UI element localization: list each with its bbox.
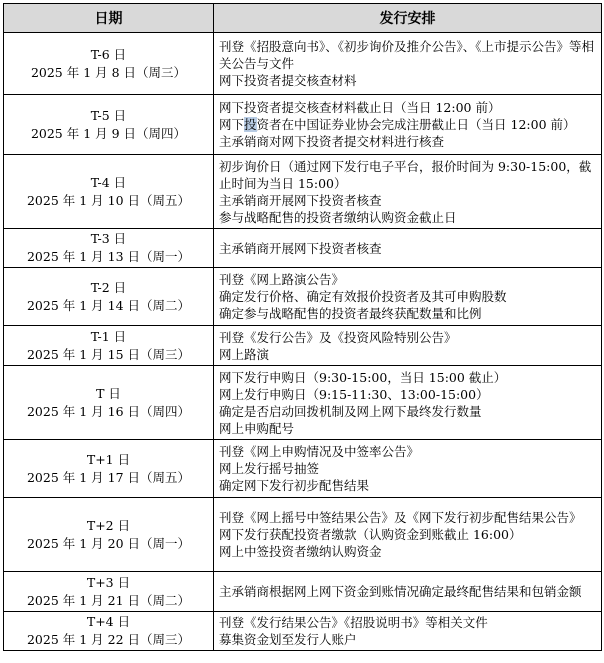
table-row <box>4 95 602 155</box>
trading-day-label: T 日 <box>96 385 121 401</box>
arrangement-item: 募集资金划至发行人账户 <box>219 632 357 647</box>
arrangement-item: 网下投资者提交核查材料截止日（当日 12:00 前） <box>219 100 501 115</box>
arrangement-item: 刊登《发行公告》及《投资风险特别公告》 <box>219 329 457 345</box>
date-cell <box>4 229 214 268</box>
date-cell <box>4 366 214 440</box>
trading-day-label: T+1 日 <box>86 451 131 467</box>
arrangement-cell <box>214 95 602 155</box>
arrangement-item: 网上发行摇号抽签 <box>219 461 320 476</box>
calendar-date: 2025 年 1 月 20 日（周一） <box>26 535 191 551</box>
table-row <box>4 326 602 366</box>
header-date: 日期 <box>4 4 214 33</box>
arrangement-item: 网上中签投资者缴纳认购资金 <box>219 544 382 559</box>
table-row <box>4 612 602 651</box>
arrangement-cell <box>214 326 602 366</box>
trading-day-label: T+4 日 <box>86 614 131 629</box>
date-cell <box>4 155 214 229</box>
arrangement-item: 主承销商对网下投资者提交材料进行核查 <box>219 134 445 149</box>
calendar-date: 2025 年 1 月 10 日（周五） <box>26 192 191 208</box>
date-cell <box>4 268 214 326</box>
arrangement-cell <box>214 440 602 498</box>
arrangement-cell <box>214 229 602 268</box>
date-cell <box>4 572 214 612</box>
calendar-date: 2025 年 1 月 9 日（周四） <box>30 125 187 141</box>
calendar-date: 2025 年 1 月 16 日（周四） <box>26 403 191 419</box>
calendar-date: 2025 年 1 月 17 日（周五） <box>26 469 191 485</box>
arrangement-cell <box>214 572 602 612</box>
calendar-date: 2025 年 1 月 14 日（周二） <box>26 297 191 313</box>
trading-day-label: T-1 日 <box>90 328 127 344</box>
table-row <box>4 155 602 229</box>
arrangement-item: 网上路演 <box>219 346 270 362</box>
arrangement-item: 刊登《网上摇号中签结果公告》及《网下发行初步配售结果公告》 <box>219 510 582 525</box>
table-row <box>4 268 602 326</box>
arrangement-item: 网下发行获配投资者缴款（认购资金到账截止 16:00） <box>219 527 522 542</box>
arrangement-item: 主承销商开展网下投资者核查 <box>219 192 382 208</box>
arrangement-item: 确定网下发行初步配售结果 <box>219 478 370 493</box>
trading-day-label: T-2 日 <box>90 279 127 295</box>
arrangement-item: 确定是否启动回拨机制及网上网下最终发行数量 <box>219 403 482 419</box>
date-cell <box>4 612 214 651</box>
text-selection-highlight[interactable]: 投 <box>244 117 257 132</box>
table-row <box>4 366 602 440</box>
arrangement-item: 刊登《网上路演公告》 <box>219 272 345 287</box>
table-row <box>4 229 602 268</box>
date-cell <box>4 498 214 572</box>
arrangement-item: 确定参与战略配售的投资者最终获配数量和比例 <box>219 306 482 321</box>
arrangement-item: 网上发行申购日（9:15-11:30、13:00-15:00） <box>219 386 489 402</box>
table-row <box>4 498 602 572</box>
arrangement-item: 初步询价日（通过网下发行电子平台，报价时间为 9:30-15:00，截止时间为当日 15:00） <box>219 158 592 191</box>
arrangement-item: 网下投资者在中国证券业协会完成注册截止日（当日 12:00 前） <box>219 117 576 132</box>
arrangement-item: 刊登《网上申购情况及中签率公告》 <box>219 444 420 459</box>
trading-day-label: T-6 日 <box>90 46 127 62</box>
calendar-date: 2025 年 1 月 13 日（周一） <box>26 249 191 264</box>
arrangement-cell <box>214 612 602 651</box>
arrangement-item: 网上申购配号 <box>219 420 295 436</box>
arrangement-item: 网下发行申购日（9:30-15:00，当日 15:00 截止） <box>219 369 507 385</box>
date-cell <box>4 95 214 155</box>
date-cell <box>4 326 214 366</box>
arrangement-cell <box>214 498 602 572</box>
calendar-date: 2025 年 1 月 8 日（周三） <box>30 64 187 80</box>
table-row <box>4 572 602 612</box>
schedule-table <box>3 3 602 651</box>
arrangement-cell <box>214 366 602 440</box>
arrangement-cell <box>214 33 602 95</box>
table-row <box>4 440 602 498</box>
calendar-date: 2025 年 1 月 21 日（周二） <box>26 592 191 608</box>
calendar-date: 2025 年 1 月 22 日（周三） <box>26 632 191 647</box>
date-cell <box>4 440 214 498</box>
arrangement-item: 网下投资者提交核查材料 <box>219 73 357 88</box>
trading-day-label: T-3 日 <box>90 231 127 246</box>
table-row <box>4 33 602 95</box>
trading-day-label: T-4 日 <box>90 174 127 190</box>
header-row <box>4 4 602 33</box>
trading-day-label: T+2 日 <box>86 517 131 533</box>
arrangement-item: 参与战略配售的投资者缴纳认购资金截止日 <box>219 209 457 225</box>
arrangement-item: 确定发行价格、确定有效报价投资者及其可申购股数 <box>219 289 507 304</box>
header-arrangement: 发行安排 <box>214 4 602 33</box>
arrangement-item: 刊登《发行结果公告》《招股说明书》等相关文件 <box>219 615 488 630</box>
date-cell <box>4 33 214 95</box>
arrangement-item: 主承销商开展网下投资者核查 <box>219 240 382 256</box>
trading-day-label: T+3 日 <box>86 574 131 590</box>
arrangement-item: 刊登《招股意向书》、《初步询价及推介公告》、《上市提示公告》等相关公告与文件 <box>219 39 595 71</box>
calendar-date: 2025 年 1 月 15 日（周三） <box>26 346 191 362</box>
arrangement-cell <box>214 155 602 229</box>
arrangement-item: 主承销商根据网上网下资金到账情况确定最终配售结果和包销金额 <box>219 584 582 599</box>
trading-day-label: T-5 日 <box>90 107 127 123</box>
arrangement-cell <box>214 268 602 326</box>
